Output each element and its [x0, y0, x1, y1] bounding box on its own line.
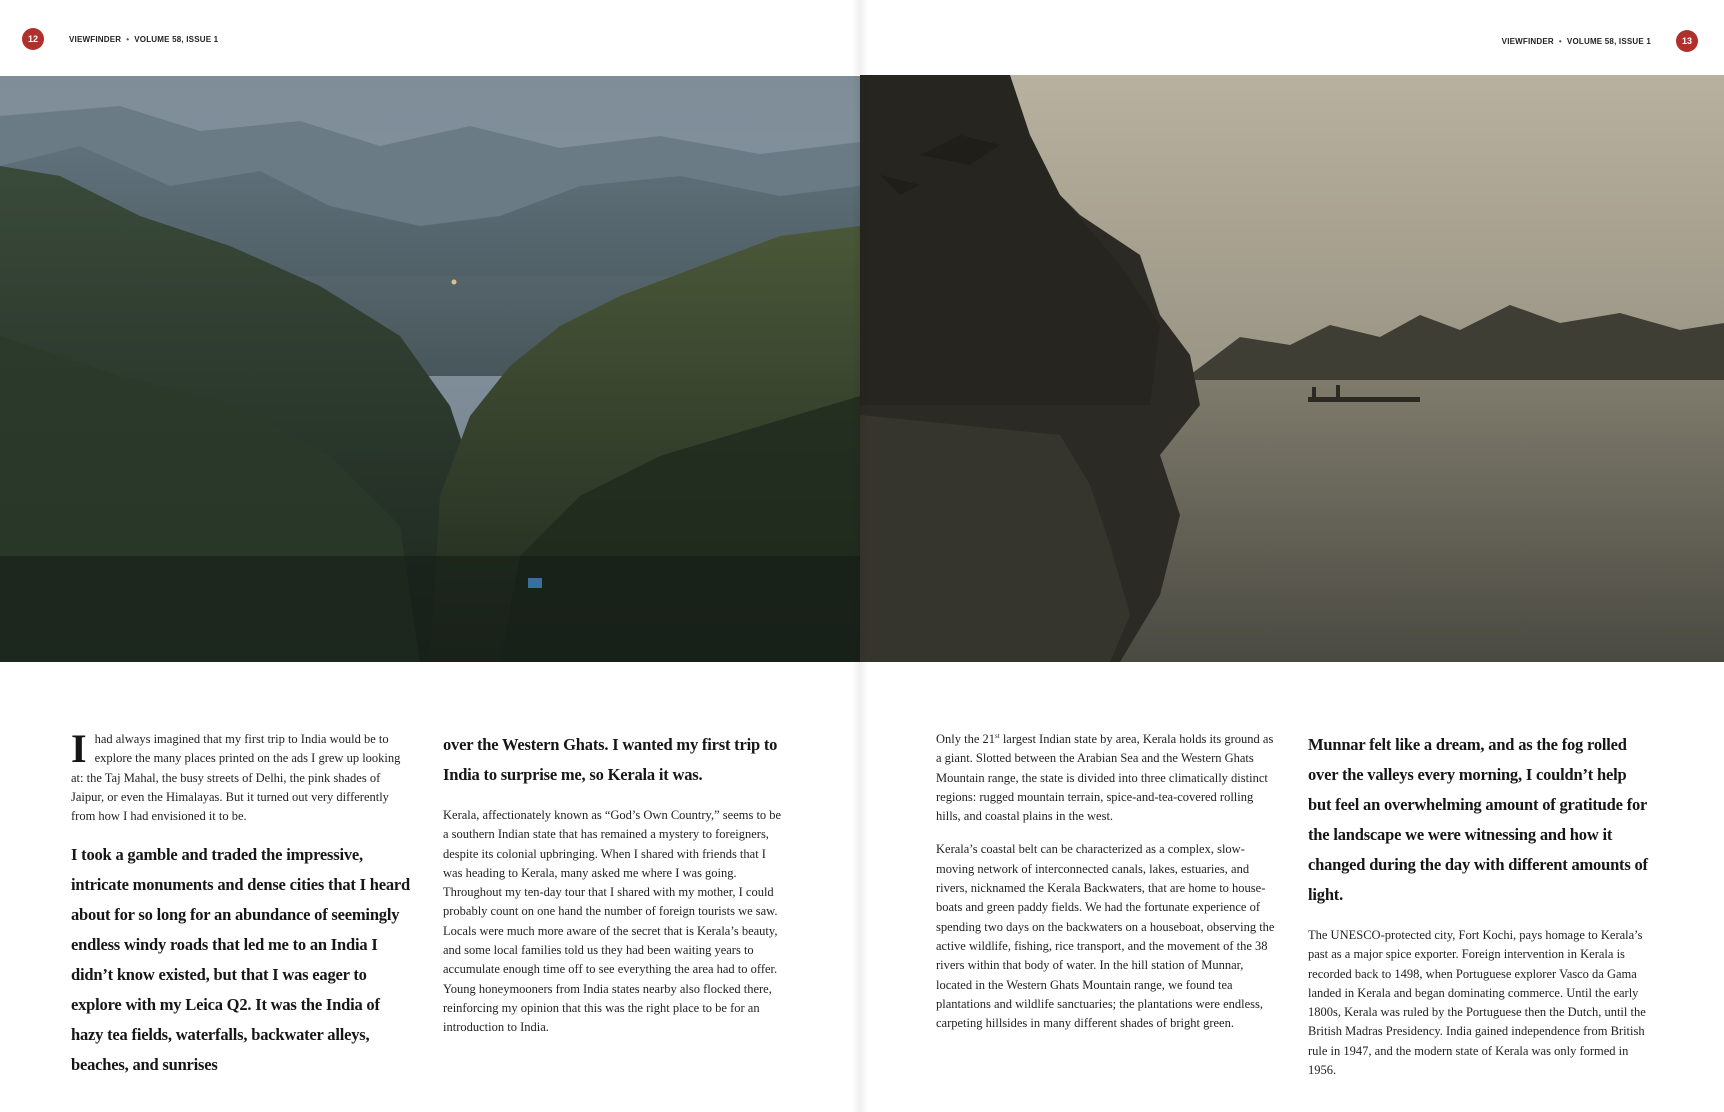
- body-paragraph-fort-kochi: The UNESCO-protected city, Fort Kochi, pays homage to Kerala’s past as a major spice exporter. Foreign intervention in Kerala is recorded back to 1498, when Portuguese explorer Vasco da Gama landed in Kerala and began dominating commerce. Until the early 1800s, Kerala was ruled by the Portuguese then the Dutch, until the British Madras Presidency. India gained independence from British rule in 1947, and the modern state of Kerala was only formed in 1956.: [1308, 928, 1646, 1078]
- column-1: [71, 726, 411, 1096]
- column-2: [443, 730, 787, 1052]
- body-paragraph-backwaters: Kerala’s coastal belt can be characterized as a complex, slow-moving network of interconnected canals, lakes, estuaries, and rivers, nicknamed the Kerala Backwaters, that are home to house-boats and green paddy fields. We had the fortunate experience of spending two days on the backwaters on a houseboat, observing the active wildlife, fishing, rice transport, and the movement of the 38 rivers within that body of water. In the hill station of Munnar, located in the Western Ghats Mountain range, we found tea plantations and wildlife sanctuaries; the plantations were endless, carpeting hillsides in many different shades of bright green.: [936, 842, 1275, 1031]
- issue-label: VOLUME 58, ISSUE 1: [1566, 37, 1651, 46]
- drop-cap: I: [71, 726, 87, 771]
- left-page: [0, 0, 860, 1112]
- pull-quote-2: over the Western Ghats. I wanted my first trip to India to surprise me, so Kerala it was.: [443, 735, 778, 784]
- column-4: [1308, 730, 1652, 1094]
- body-paragraph-kerala: Kerala, affectionately known as “God’s Own Country,” seems to be a southern Indian state that has remained a mystery to foreigners, despite its colonial upbringing. When I shared with friends that I was heading to Kerala, many asked me where I was going. Throughout my ten-day tour that I shared with my mother, I could probably count on one hand the number of foreign tourists we saw. Locals were much more aware of the secret that is Kerala’s beauty, and some local families told us they had been waiting years to accumulate enough time off to see everything the area had to offer. Young honeymooners from India states nearby also flocked there, reinforcing my opinion that this was the right place to be for an introduction to India.: [443, 808, 782, 1035]
- pull-quote-1: I took a gamble and traded the impressive, intricate monuments and dense cities that I heard about for so long for an abundance of seemingly endless windy roads that led me to an India I didn’t know existed, but that I was eager to explore with my Leica Q2. It was the India of hazy tea fields, waterfalls, backwater alleys, beaches, and sunrises: [71, 845, 410, 1075]
- column-3: [936, 730, 1280, 1047]
- running-head-right: [1502, 37, 1651, 46]
- separator-dot-icon: •: [1558, 37, 1562, 46]
- right-page: [860, 0, 1724, 1112]
- page-number-right: 13: [1676, 30, 1698, 52]
- pull-quote-munnar: Munnar felt like a dream, and as the fog rolled over the valleys every morning, I couldn’t help but feel an overwhelming amount of gratitude for the landscape we were witnessing and how it changed during the day with different amounts of light.: [1308, 735, 1648, 904]
- intro-paragraph: [71, 726, 411, 826]
- backwater-photo: [860, 75, 1724, 662]
- ordinal-suffix: st: [995, 731, 1000, 740]
- mountain-landscape-photo-icon: [0, 76, 860, 662]
- magazine-name: VIEWFINDER: [1501, 37, 1554, 46]
- intro-text: had always imagined that my first trip to India would be to explore the many places printed on the ads I grew up looking at: the Taj Mahal, the busy streets of Delhi, the pink shades of Jaipur, or even the Himalayas. But it turned out very differently from how I had envisioned it to be.: [71, 732, 401, 824]
- issue-label: VOLUME 58, ISSUE 1: [134, 35, 219, 44]
- magazine-name: VIEWFINDER: [69, 35, 122, 44]
- body-paragraph-size: [936, 730, 1280, 826]
- running-head-left: [69, 35, 218, 44]
- page-number-left: 12: [22, 28, 44, 50]
- mountain-photo: [0, 76, 860, 662]
- para-text-rest: largest Indian state by area, Kerala holds its ground as a giant. Slotted between the Arabian Sea and the Western Ghats Mountain range, the state is divided into three climatically distinct regions: rugged mountain terrain, spice-and-tea-covered rolling hills, and coastal plains in the west.: [936, 732, 1274, 824]
- separator-dot-icon: •: [126, 35, 130, 44]
- para-text-start: Only the 21: [936, 732, 996, 746]
- backwater-landscape-photo-icon: [860, 75, 1724, 662]
